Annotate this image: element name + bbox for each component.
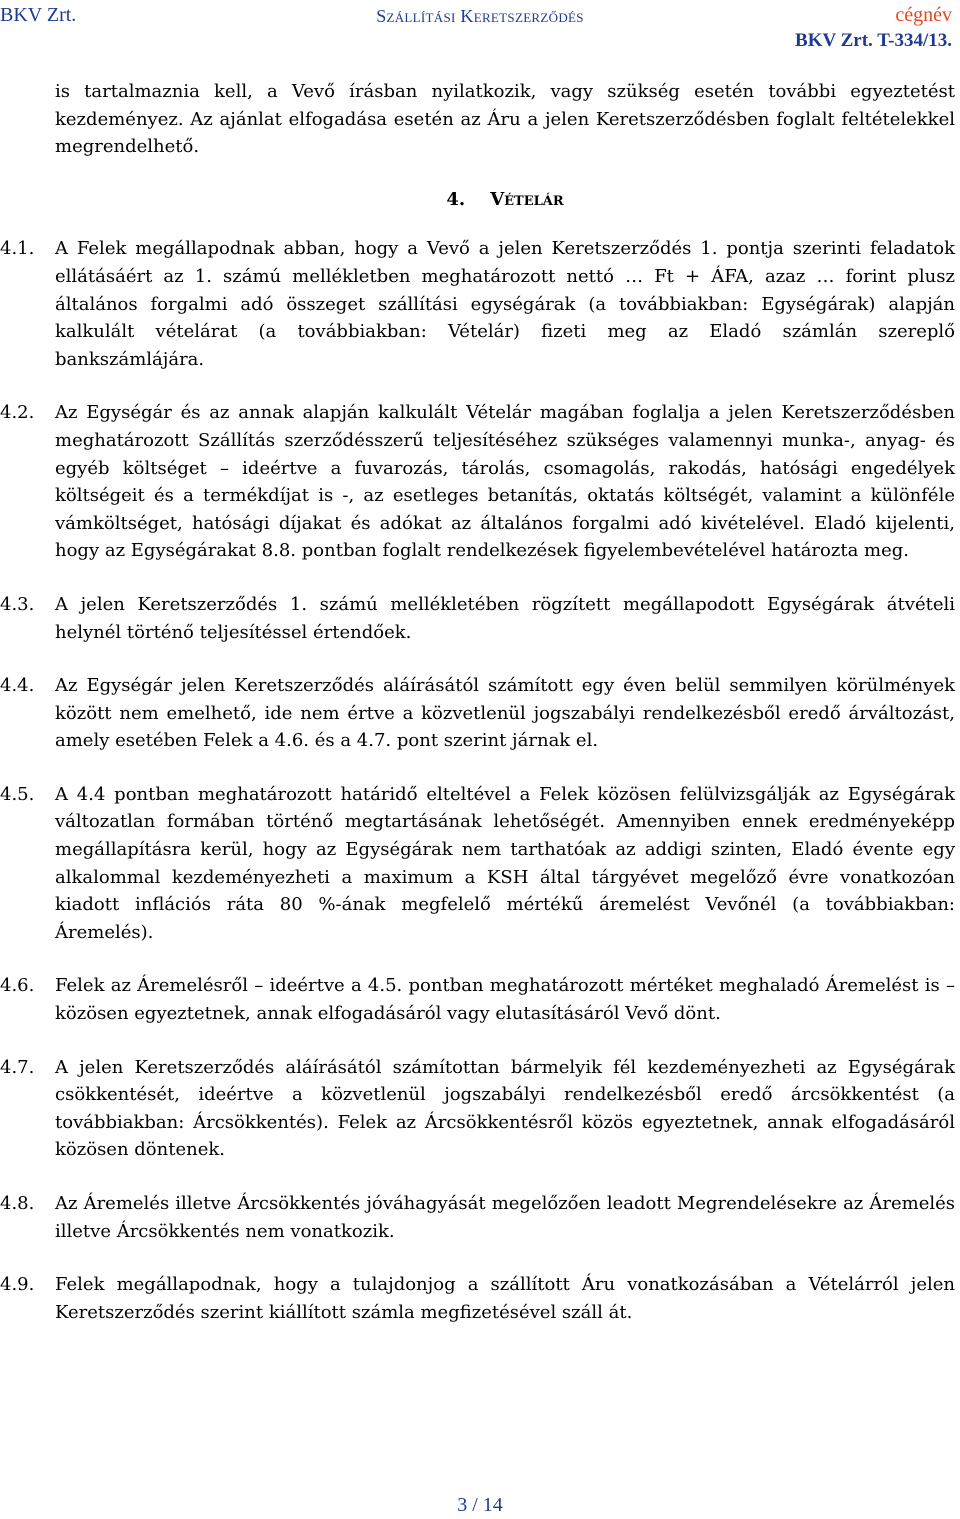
clause-4-6: [0, 972, 955, 1027]
page-number: 3 / 14: [457, 1494, 503, 1516]
clause-number: 4.3.: [0, 593, 35, 615]
clause-4-1: [0, 235, 955, 373]
clause-number: 4.7.: [0, 1056, 35, 1078]
clause-4-7: [0, 1054, 955, 1164]
clause-text: A 4.4 pontban meghatározott határidő elteltével a Felek közösen felülvizsgálják az Egységárak változatlan formában történő megtartásának lehetőségét. Amennyiben ennek eredményeképp megállapításra kerül, hogy az Egységárak nem tarthatóak az addigi szinten, Eladó évente egy alkalommal kezdeményezheti a maximum a KSH által tárgyévet megelőző évre vonatkozóan kiadott inflációs ráta 80 %-ának megfelelő mértékű áremelést Vevőnél (a továbbiakban: Áremelés).: [55, 783, 955, 943]
section-title: Vételár: [490, 188, 564, 210]
header-document-title: Szállítási Keretszerződés: [376, 6, 584, 26]
intro-paragraph: is tartalmaznia kell, a Vevő írásban nyilatkozik, vagy szükség esetén további egyeztetést kezdeményez. Az ajánlat elfogadása esetén az Áru a jelen Keretszerződésben foglalt feltételekkel megrendelhető.: [55, 81, 955, 158]
clause-text: A jelen Keretszerződés aláírásától számítottan bármelyik fél kezdeményezheti az Egységárak csökkentését, ideértve a közvetlenül jogszabályi rendelkezésből eredő árcsökkentést (a továbbiakban: Árcsökkentés). Felek az Árcsökkentésről közös egyeztetnek, annak elfogadásáról közösen döntenek.: [55, 1056, 955, 1161]
clause-number: 4.1.: [0, 238, 35, 260]
clause-text: Az Egységár és az annak alapján kalkulált Vételár magában foglalja a jelen Keretszerződésben meghatározott Szállítás szerződésszerű teljesítéséhez szükséges valamennyi munka-, anyag- és egyéb költséget – ideértve a fuvarozás, tárolás, csomagolás, rakodás, hatósági engedélyek költségeit és a termékdíjat is -, az esetleges betanítás, oktatás költségét, valamint a különféle vámköltséget, hatósági díjakat és adókat az általános forgalmi adó kivételével. Eladó kijelenti, hogy az Egységárakat 8.8. pontban foglalt rendelkezések figyelembevételével határozta meg.: [55, 402, 955, 562]
clause-4-2: [0, 399, 955, 565]
clause-4-9: [0, 1271, 955, 1326]
clause-number: 4.8.: [0, 1193, 35, 1214]
section-heading: [55, 186, 955, 214]
header-contract-number: BKV Zrt. T-334/13.: [795, 30, 952, 51]
section-number: 4.: [446, 188, 466, 210]
clause-text: Felek az Áremelésről – ideértve a 4.5. pontban meghatározott mértéket meghaladó Áremelést is – közösen egyeztetnek, annak elfogadásáról vagy elutasításáról Vevő dönt.: [55, 975, 955, 1025]
header-company-placeholder: cégnév: [895, 4, 952, 26]
clause-number: 4.4.: [0, 675, 35, 697]
clause-text: Felek megállapodnak, hogy a tulajdonjog a szállított Áru vonatkozásában a Vételárról jelen Keretszerződés szerint kiállított számla megfizetésével száll át.: [55, 1274, 955, 1323]
document-body: [0, 78, 955, 1352]
clause-4-3: [0, 591, 955, 646]
clause-number: 4.9.: [0, 1274, 35, 1296]
clause-number: 4.2.: [0, 402, 35, 424]
clause-text: A jelen Keretszerződés 1. számú mellékletében rögzített megállapodott Egységárak átvételi helynél történő teljesítéssel értendőek.: [55, 593, 955, 643]
clause-4-5: [0, 781, 955, 947]
clause-text: Az Egységár jelen Keretszerződés aláírásától számított egy éven belül semmilyen körülmények között nem emelhető, ide nem értve a közvetlenül jogszabályi rendelkezésből eredő árváltozást, amely esetében Felek a 4.6. és a 4.7. pont szerint járnak el.: [55, 675, 955, 752]
clause-4-4: [0, 672, 955, 755]
clause-text: Az Áremelés illetve Árcsökkentés jóváhagyását megelőzően leadott Megrendelésekre az Áremelés illetve Árcsökkentés nem vonatkozik.: [55, 1193, 955, 1242]
clause-number: 4.6.: [0, 975, 35, 997]
clause-number: 4.5.: [0, 783, 35, 805]
clause-4-8: [0, 1190, 955, 1245]
clause-text: A Felek megállapodnak abban, hogy a Vevő a jelen Keretszerződés 1. pontja szerinti feladatok ellátásáért az 1. számú mellékletben meghatározott nettó … Ft + ÁFA, azaz … forint plusz általános forgalmi adó összeget szállítási egységárak (a továbbiakban: Egységárak) alapján kalkulált vételárat (a továbbiakban: Vételár) fizeti meg az Eladó számlán szereplő bankszámlájára.: [55, 238, 955, 370]
header-company: BKV Zrt.: [0, 4, 77, 26]
